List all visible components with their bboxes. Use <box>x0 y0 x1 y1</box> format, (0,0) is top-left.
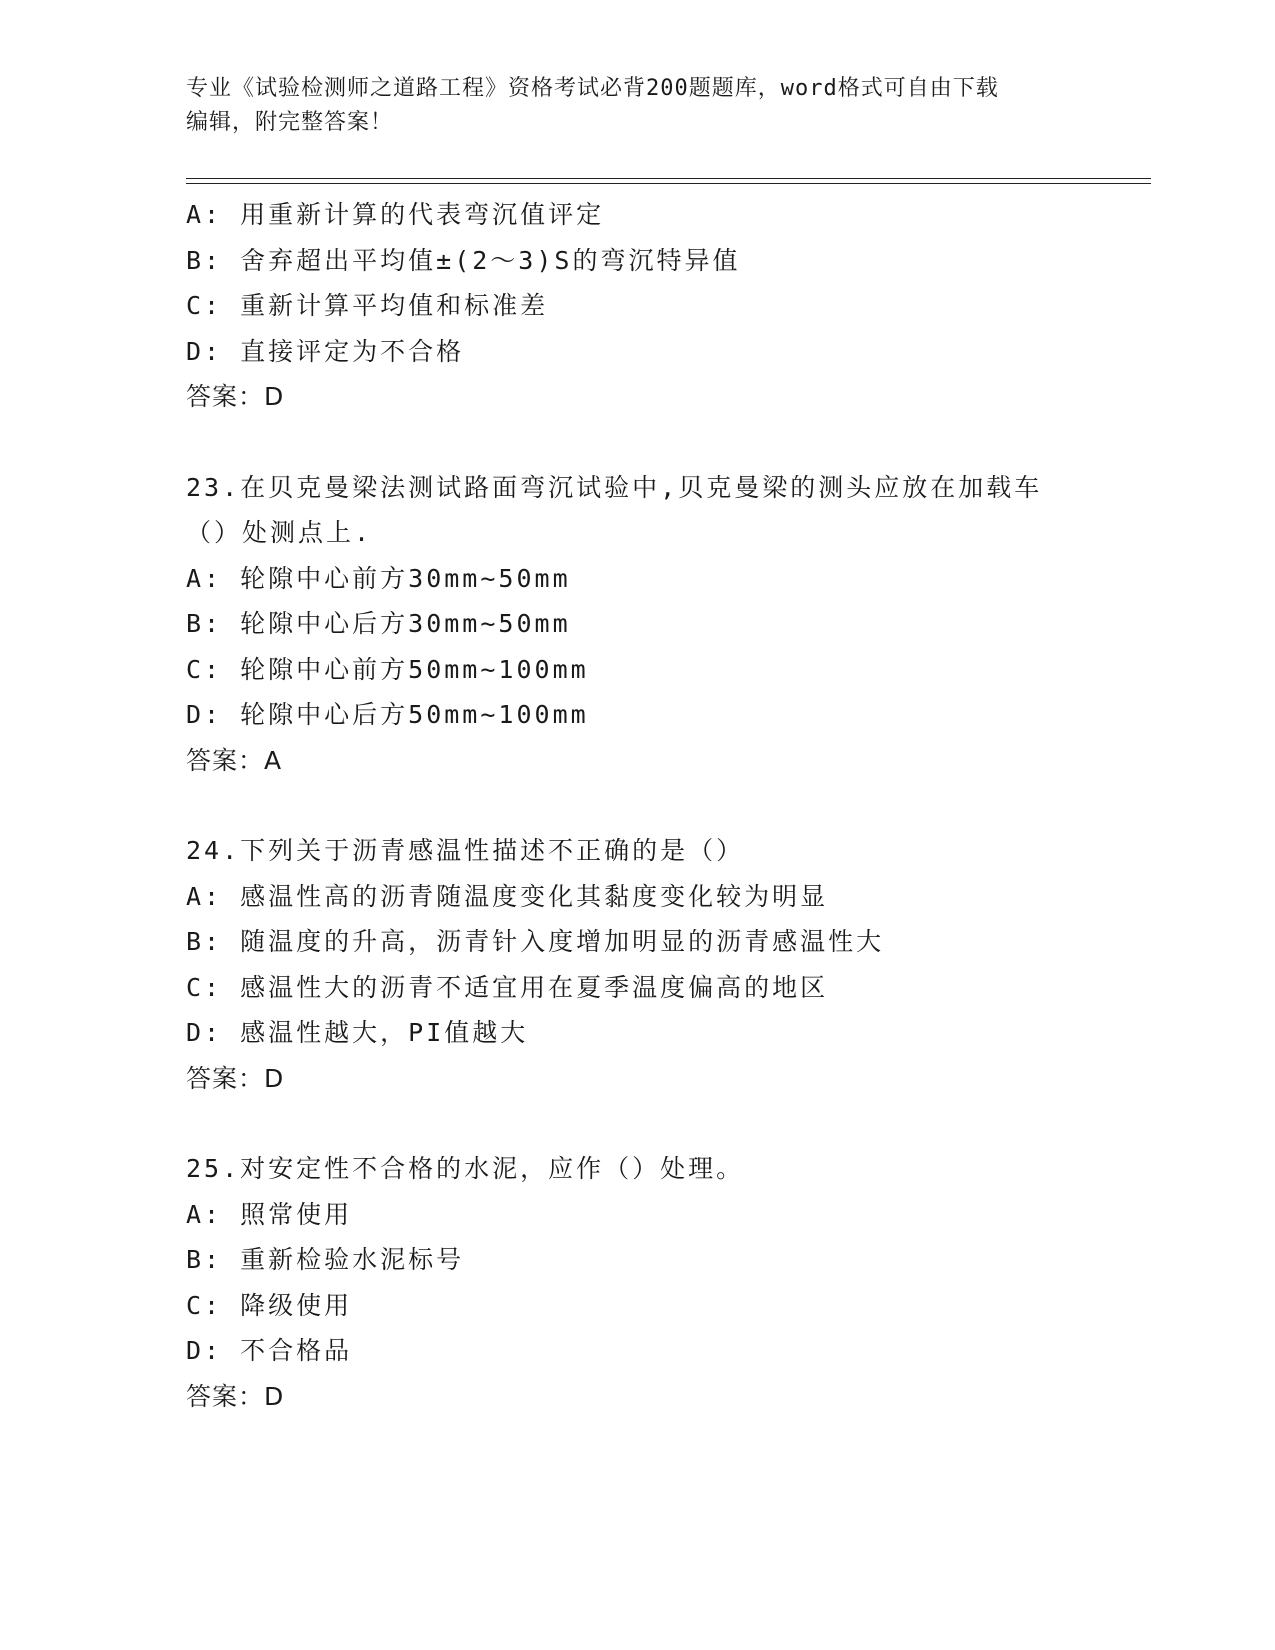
question-22 <box>186 192 1151 420</box>
question-stem: 23.在贝克曼梁法测试路面弯沉试验中,贝克曼梁的测头应放在加载车 <box>186 472 1043 502</box>
spacer <box>186 783 1151 828</box>
option-d: D: 感温性越大，PI值越大 <box>186 1018 529 1047</box>
option-a: A: 用重新计算的代表弯沉值评定 <box>186 200 605 229</box>
question-stem: 25.对安定性不合格的水泥，应作（）处理。 <box>186 1154 745 1183</box>
option-c: C: 感温性大的沥青不适宜用在夏季温度偏高的地区 <box>186 972 829 1002</box>
option-d: D: 直接评定为不合格 <box>186 336 465 366</box>
answer: 答案：D <box>186 1063 285 1093</box>
option-c: C: 轮隙中心前方50mm~100mm <box>186 654 589 684</box>
document-header <box>186 72 1086 140</box>
question-stem: 24.下列关于沥青感温性描述不正确的是（） <box>186 836 745 865</box>
answer: 答案：D <box>186 1381 285 1411</box>
header-line-1: 专业《试验检测师之道路工程》资格考试必背200题题库，word格式可自由下载 <box>186 76 999 101</box>
option-a: A: 照常使用 <box>186 1199 353 1229</box>
option-b: B: 重新检验水泥标号 <box>186 1245 465 1274</box>
answer: 答案：A <box>186 745 283 775</box>
option-b: B: 轮隙中心后方30mm~50mm <box>186 609 571 638</box>
option-d: D: 不合格品 <box>186 1336 353 1365</box>
option-a: A: 轮隙中心前方30mm~50mm <box>186 563 571 593</box>
option-b: B: 舍弃超出平均值±(2～3)S的弯沉特异值 <box>186 245 741 275</box>
question-24 <box>186 828 1151 1101</box>
answer: 答案：D <box>186 382 285 411</box>
option-c: C: 重新计算平均值和标准差 <box>186 291 549 320</box>
option-b: B: 随温度的升高，沥青针入度增加明显的沥青感温性大 <box>186 927 885 956</box>
option-c: C: 降级使用 <box>186 1290 353 1320</box>
header-divider-top <box>186 178 1151 179</box>
spacer <box>186 1101 1151 1146</box>
header-line-2: 编辑，附完整答案！ <box>186 110 394 135</box>
option-a: A: 感温性高的沥青随温度变化其黏度变化较为明显 <box>186 881 829 911</box>
question-stem-continued: （）处测点上. <box>186 518 373 547</box>
option-d: D: 轮隙中心后方50mm~100mm <box>186 700 589 729</box>
question-23 <box>186 465 1151 784</box>
question-25 <box>186 1146 1151 1419</box>
header-divider-bottom <box>186 183 1151 184</box>
spacer <box>186 420 1151 465</box>
question-list <box>186 192 1151 1419</box>
